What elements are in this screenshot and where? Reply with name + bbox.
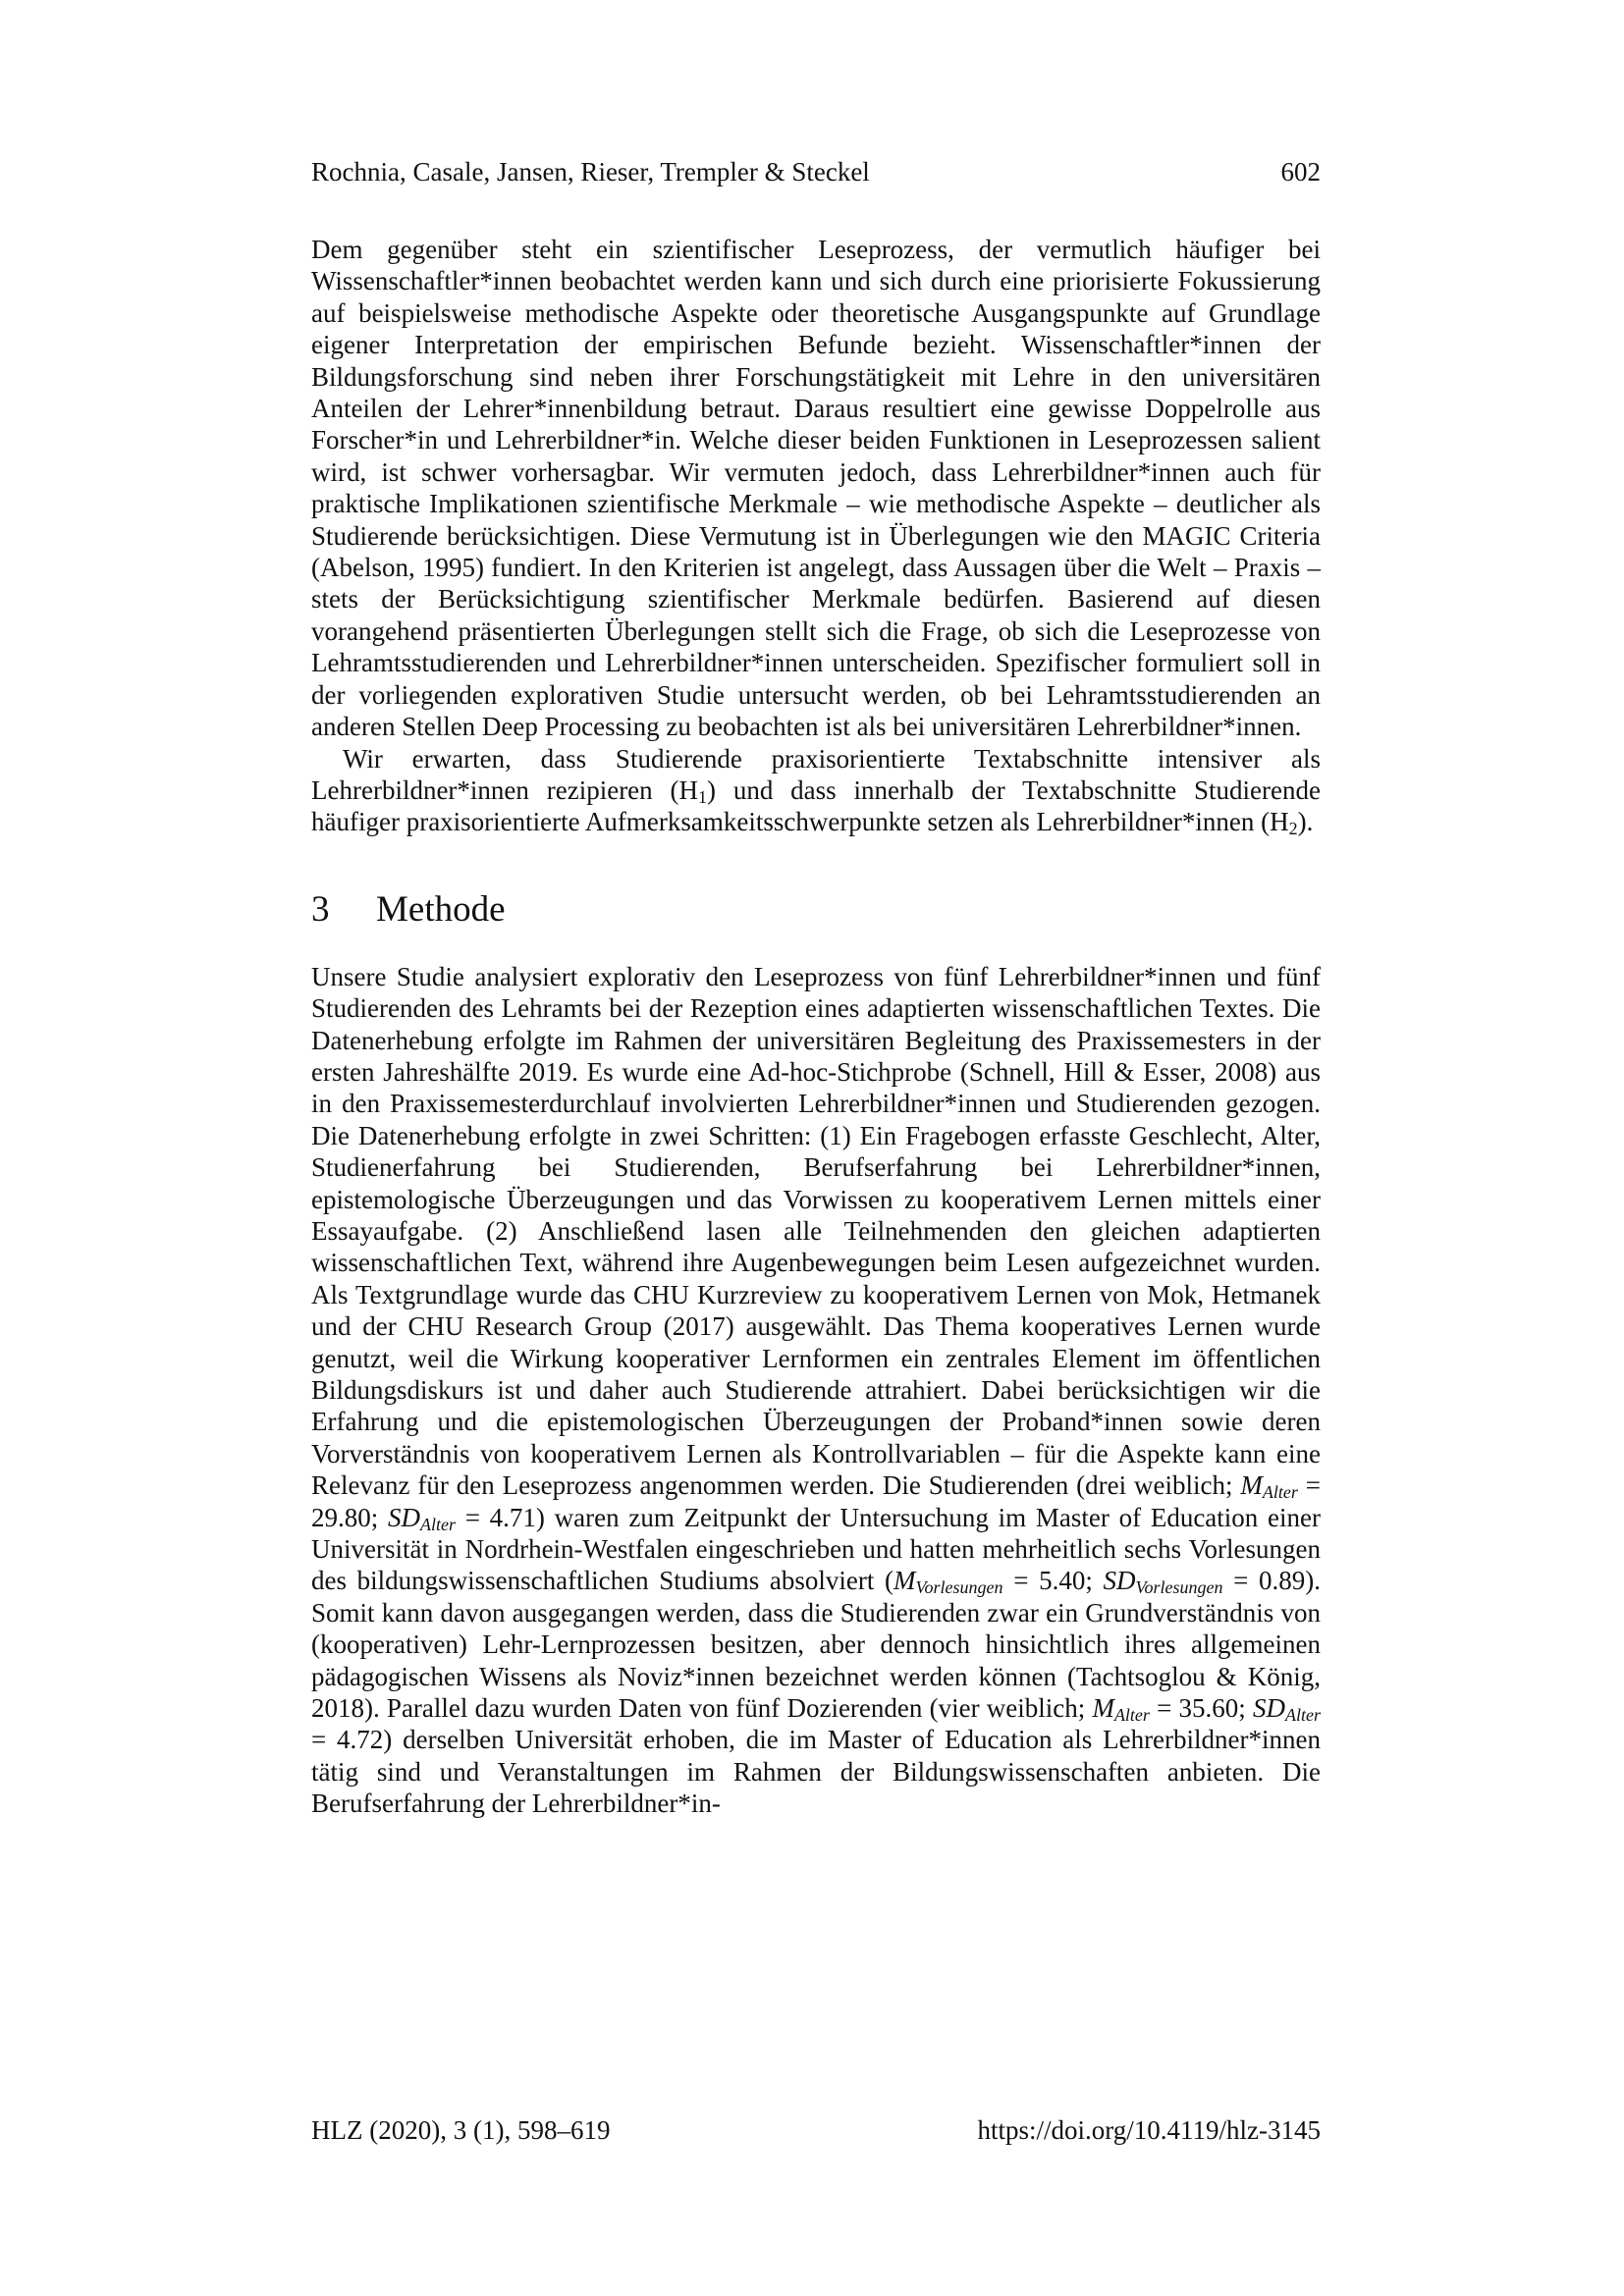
methode-text-1: Unsere Studie analysiert explorativ den Leseprozess von fünf Lehrerbildner*innen und fünf Studierenden des Lehramts bei der Rezeption eines adaptierten wissenschaftlichen Textes. Die Datenerhebung erfolgte im Rahmen der universitären Begleitung des Praxissemesters in der ersten Jahreshälfte 2019. Es wurde eine Ad-hoc-Stichprobe (Schnell, Hill & Esser, 2008) aus in den Praxissemesterdurchlauf involvierten Lehrerbildner*innen und Studierenden gezogen. Die Datenerhebung erfolgte in zwei Schritten: (1) Ein Fragebogen erfasste Geschlecht, Alter, Studienerfahrung bei Studierenden, Berufserfahrung bei Lehrerbildner*innen, epistemologische Überzeugungen und das Vorwissen zu kooperativem Lernen mittels einer Essayaufgabe. (2) Anschließend lasen alle Teilnehmenden den gleichen adaptierten wissenschaftlichen Text, während ihre Augenbewegungen beim Lesen aufgezeichnet wurden. Als Textgrundlage wurde das CHU Kurzreview zu kooperativem Lernen von Mok, Hetmanek und der CHU Research Group (2017) ausgewählt. Das Thema kooperatives Lernen wurde genutzt, weil die Wirkung kooperativer Lernformen ein zentrales Element im öffentlichen Bildungsdiskurs ist und daher auch Studierende attrahiert. Dabei berücksichtigen wir die Erfahrung und die epistemologischen Überzeugungen der Proband*innen sowie deren Vorverständnis von kooperativem Lernen als Kontrollvariablen – für die Aspekte kann eine Relevanz für den Leseprozess angenommen werden. Die Studierenden (drei weiblich; [311,961,1321,1501]
paragraph-hypotheses [311,743,1321,838]
doi-link[interactable]: https://doi.org/10.4119/hlz-3145 [977,2115,1321,2145]
page-content [311,234,1321,1820]
stat-m-alter-dozierende: M [1092,1693,1114,1724]
methode-text-4: = 4.72) derselben Universität erhoben, die im Master of Education als Lehrerbildner*innen tätig sind und Veranstaltungen im Rahmen der Bildungswissenschaften anbieten. Die Berufserfahrung der Lehrerbildner*in- [311,1725,1321,1819]
stat-m-alter-studierende: M [1240,1470,1263,1501]
stat-sd-alter-studierende: SD [387,1502,420,1532]
h1-subscript: 1 [698,786,707,807]
page-number: 602 [1280,157,1321,187]
stat-value: = 35.60; [1149,1693,1254,1724]
section-heading [311,888,1321,931]
paragraph-deep-processing: Dem gegenüber steht ein szientifischer Leseprozess, der vermutlich häufiger bei Wissenschaftler*innen beobachtet werden kann und sich durch eine priorisierte Fokussierung auf beispielsweise methodische Aspekte oder theoretische Ausgangspunkte auf Grundlage eigener Interpretation der empirischen Befunde bezieht. Wissenschaftler*innen der Bildungsforschung sind neben ihrer Forschungstätigkeit mit Lehre in den universitären Anteilen der Lehrer*innenbildung betraut. Daraus resultiert eine gewisse Doppelrolle aus Forscher*in und Lehrerbildner*in. Welche dieser beiden Funktionen in Leseprozessen salient wird, ist schwer vorhersagbar. Wir vermuten jedoch, dass Lehrerbildner*innen auch für praktische Implikationen szientifische Merkmale – wie methodische Aspekte – deutlicher als Studierende berücksichtigen. Diese Vermutung ist in Überlegungen wie den MAGIC Criteria (Abelson, 1995) fundiert. In den Kriterien ist angelegt, dass Aussagen über die Welt – Praxis – stets der Berücksichtigung szientifischer Merkmale bedürfen. Basierend auf diesen vorangehend präsentierten Überlegungen stellt sich die Frage, ob sich die Leseprozesse von Lehramtsstudierenden und Lehrerbildner*innen unterscheiden. Spezifischer formuliert soll in der vorliegenden explorativen Studie untersucht werden, ob bei Lehramtsstudierenden an anderen Stellen Deep Processing zu beobachten ist als bei universitären Lehrerbildner*innen. [311,235,1321,742]
stat-m-vorlesungen: M [893,1566,916,1596]
stat-value: = 29.80; [311,1470,1321,1532]
hypotheses-text-1: Wir erwarten, dass Studierende praxisorientierte Textabschnitte intensiver als Lehrerbildner*innen rezipieren (H [311,743,1321,805]
journal-citation: HLZ (2020), 3 (1), 598–619 [311,2115,611,2145]
stat-subscript: Alter [1113,1705,1150,1726]
hypotheses-text-3: ). [1297,807,1314,837]
h2-subscript: 2 [1288,819,1298,839]
stat-sd-alter-dozierende: SD [1253,1693,1286,1724]
running-header [311,155,1321,188]
methode-text-2: = 4.71) waren zum Zeitpunkt der Untersuchung im Master of Education einer Universität in Nordrhein-Westfalen eingeschrieben und hatten mehrheitlich sechs Vorlesungen des bildungswissenschaftlichen Studiums absolviert ( [311,1502,1321,1596]
methode-text-3: = 0.89). Somit kann davon ausgegangen werden, dass die Studierenden zwar ein Grundverständnis von (kooperativen) Lehr-Lernprozessen besitzen, aber dennoch hinsichtlich ihres allgemeinen pädagogischen Wissens als Noviz*innen bezeichnet werden können (Tachtsoglou & König, 2018). Parallel dazu wurden Daten von fünf Dozierenden (vier weiblich; [311,1566,1322,1724]
stat-subscript: Vorlesungen [1135,1577,1223,1598]
stat-subscript: Alter [1285,1705,1322,1726]
stat-value: = 5.40; [1002,1566,1104,1596]
stat-sd-vorlesungen: SD [1103,1566,1136,1596]
running-footer [311,2113,1321,2147]
paragraph-methode [311,961,1321,1820]
hypotheses-text-2: ) und dass innerhalb der Textabschnitte Studierende häufiger praxisorientierte Aufmerksamkeitsschwerpunkte setzen als Lehrerbildner*innen (H [311,774,1321,837]
stat-subscript: Alter [1262,1482,1298,1503]
section-number: 3 [311,888,330,930]
header-authors: Rochnia, Casale, Jansen, Rieser, Trempler & Steckel [311,157,870,187]
stat-subscript: Vorlesungen [915,1577,1003,1598]
stat-subscript: Alter [419,1514,456,1534]
section-title: Methode [376,888,506,930]
